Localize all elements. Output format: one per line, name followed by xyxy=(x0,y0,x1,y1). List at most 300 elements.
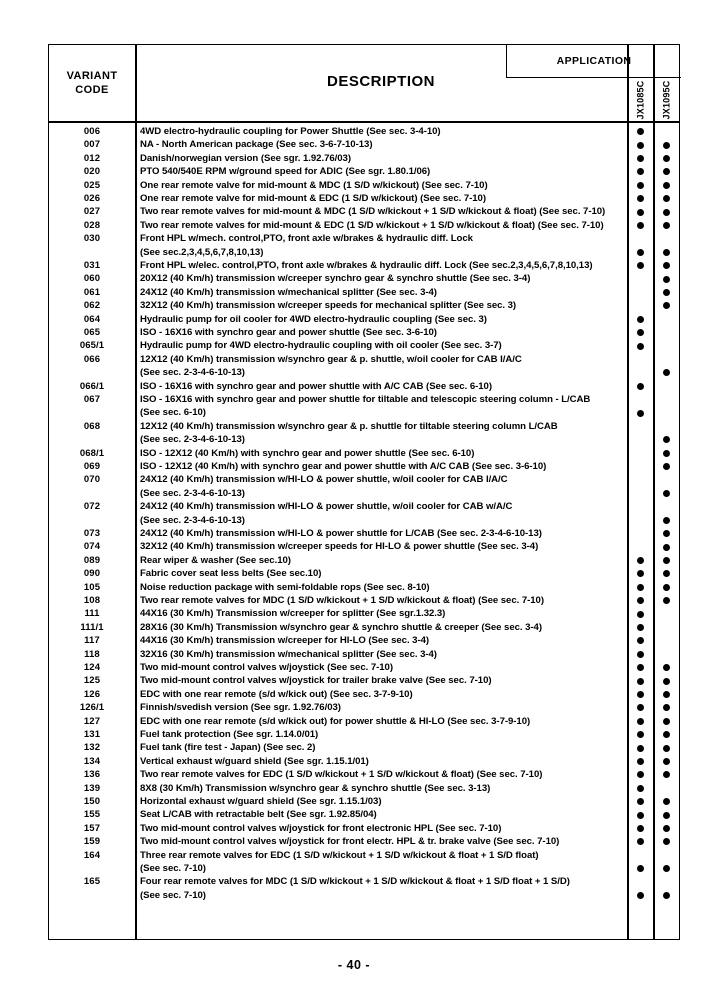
variant-code-cell: 065/1 xyxy=(79,340,105,352)
description-cell: (See sec. 2-3-4-6-10-13) xyxy=(140,434,245,446)
availability-dot xyxy=(663,450,670,457)
availability-dot xyxy=(663,570,670,577)
table-row xyxy=(49,661,681,674)
description-cell: (See sec. 6-10) xyxy=(140,407,206,419)
variant-code-cell: 125 xyxy=(83,675,101,687)
application-cell-jx1095c xyxy=(653,621,679,634)
description-cell: 32X16 (30 Km/h) transmission w/mechanical splitter (See sec. 3-4) xyxy=(140,648,437,660)
application-cell-jx1085c xyxy=(627,621,653,634)
availability-dot xyxy=(637,745,644,752)
table-row xyxy=(49,420,681,433)
application-cell-jx1095c xyxy=(653,581,679,594)
description-cell: Two mid-mount control valves w/joystick (See sec. 7-10) xyxy=(140,662,393,673)
application-cell-jx1085c xyxy=(627,862,653,875)
variant-code-cell: 117 xyxy=(84,635,100,647)
application-cell-jx1095c xyxy=(653,500,679,513)
variant-code-cell: 060 xyxy=(83,273,101,285)
table-row xyxy=(49,554,681,567)
availability-dot xyxy=(663,289,670,296)
availability-dot xyxy=(637,785,644,792)
variant-code-cell: 118 xyxy=(84,648,100,660)
application-cell-jx1085c xyxy=(627,755,653,768)
application-cell-jx1095c xyxy=(653,165,679,178)
application-cell-jx1085c xyxy=(627,554,653,567)
application-cell-jx1085c xyxy=(627,299,653,312)
application-cell-jx1095c xyxy=(653,594,679,607)
application-cell-jx1085c xyxy=(627,875,653,888)
availability-dot xyxy=(663,262,670,269)
variant-code-cell: 126/1 xyxy=(79,702,105,714)
table-row xyxy=(49,205,681,218)
variant-code-cell: 065 xyxy=(83,327,101,338)
variant-code-cell: 090 xyxy=(83,568,101,580)
variant-code-cell: 027 xyxy=(83,206,101,218)
availability-dot xyxy=(663,838,670,845)
availability-dot xyxy=(663,812,670,819)
application-cell-jx1095c xyxy=(653,661,679,674)
application-cell-jx1085c xyxy=(627,473,653,486)
application-cell-jx1095c xyxy=(653,554,679,567)
table-row xyxy=(49,728,681,741)
application-cell-jx1095c xyxy=(653,527,679,540)
application-cell-jx1085c xyxy=(627,527,653,540)
description-cell: Three rear remote valves for EDC (1 S/D w/kickout + 1 S/D w/kickout & float + 1 S/D float) xyxy=(140,849,539,861)
variant-code-cell: 089 xyxy=(83,554,101,566)
variant-code-cell: 126 xyxy=(83,688,101,700)
application-cell-jx1085c xyxy=(627,688,653,701)
application-cell-jx1085c xyxy=(627,768,653,781)
description-cell: Four rear remote valves for MDC (1 S/D w/kickout + 1 S/D w/kickout & float + 1 S/D float + 1 S/D) xyxy=(140,876,570,888)
variant-code-cell: 025 xyxy=(83,179,101,191)
description-cell: 32X12 (40 Km/h) transmission w/creeper speeds for HI-LO & power shuttle (See sec. 3-4) xyxy=(140,541,539,553)
description-cell: 12X12 (40 Km/h) transmission w/synchro gear & p. shuttle for tiltable steering column L/CAB xyxy=(140,420,558,432)
availability-dot xyxy=(637,678,644,685)
availability-dot xyxy=(663,704,670,711)
description-cell: ISO - 16X16 with synchro gear and power shuttle with A/C CAB (See sec. 6-10) xyxy=(140,380,492,392)
description-cell: Danish/norwegian version (See sgr. 1.92.76/03) xyxy=(140,152,351,164)
application-cell-jx1095c xyxy=(653,514,679,527)
availability-dot xyxy=(637,838,644,845)
description-cell: Hydraulic pump for 4WD electro-hydraulic coupling with oil cooler (See sec. 3-7) xyxy=(140,340,502,352)
application-cell-jx1085c xyxy=(627,313,653,326)
page-number: - 40 - xyxy=(337,958,371,972)
application-cell-jx1085c xyxy=(627,715,653,728)
description-cell: Noise reduction package with semi-foldable rops (See sec. 8-10) xyxy=(140,581,430,593)
application-cell-jx1095c xyxy=(653,648,679,661)
availability-dot xyxy=(637,771,644,778)
application-cell-jx1095c xyxy=(653,380,679,393)
table-row xyxy=(49,621,681,634)
availability-dot xyxy=(663,222,670,229)
description-cell: Horizontal exhaust w/guard shield (See sgr. 1.15.1/03) xyxy=(140,796,382,807)
table-row xyxy=(49,447,681,460)
availability-dot xyxy=(637,758,644,765)
availability-dot xyxy=(663,758,670,765)
application-cell-jx1095c xyxy=(653,232,679,245)
variant-code-cell: 131 xyxy=(83,729,101,740)
table-row xyxy=(49,701,681,714)
description-cell: One rear remote valve for mid-mount & MDC (1 S/D w/kickout) (See sec. 7-10) xyxy=(140,179,488,191)
table-row xyxy=(49,500,681,513)
table-row xyxy=(49,138,681,151)
variant-code-cell: 150 xyxy=(83,796,101,807)
availability-dot xyxy=(637,651,644,658)
application-cell-jx1095c xyxy=(653,634,679,647)
application-cell-jx1095c xyxy=(653,259,679,272)
availability-dot xyxy=(663,490,670,497)
application-cell-jx1085c xyxy=(627,661,653,674)
application-cell-jx1095c xyxy=(653,862,679,875)
availability-dot xyxy=(637,637,644,644)
description-cell: Finnish/svedish version (See sgr. 1.92.76/03) xyxy=(140,702,341,714)
table-row xyxy=(49,152,681,165)
application-cell-jx1085c xyxy=(627,782,653,795)
availability-dot xyxy=(637,343,644,350)
table-row xyxy=(49,259,681,272)
availability-dot xyxy=(637,142,644,149)
variant-code-cell: 070 xyxy=(83,474,101,486)
application-cell-jx1095c xyxy=(653,849,679,862)
availability-dot xyxy=(637,249,644,256)
application-cell-jx1095c xyxy=(653,460,679,473)
availability-dot xyxy=(663,195,670,202)
availability-dot xyxy=(637,557,644,564)
application-cell-jx1085c xyxy=(627,205,653,218)
availability-dot xyxy=(637,597,644,604)
application-cell-jx1085c xyxy=(627,795,653,808)
application-cell-jx1095c xyxy=(653,353,679,366)
application-cell-jx1085c xyxy=(627,447,653,460)
description-cell: (See sec. 2-3-4-6-10-13) xyxy=(140,487,245,499)
application-cell-jx1095c xyxy=(653,447,679,460)
variant-code-cell: 136 xyxy=(83,769,101,781)
header-model-jx1085c xyxy=(627,78,653,121)
application-cell-jx1085c xyxy=(627,889,653,902)
table-row xyxy=(49,741,681,754)
variant-code-cell: 111 xyxy=(84,608,100,620)
variant-code-cell: 073 xyxy=(83,528,101,539)
application-cell-jx1095c xyxy=(653,313,679,326)
variant-code-cell: 068/1 xyxy=(79,447,105,459)
table-row xyxy=(49,634,681,647)
availability-dot xyxy=(637,825,644,832)
availability-dot xyxy=(663,718,670,725)
table-row xyxy=(49,232,681,245)
variant-code-cell: 072 xyxy=(83,501,101,513)
variant-code-cell: 012 xyxy=(83,152,101,164)
availability-dot xyxy=(637,155,644,162)
availability-dot xyxy=(637,570,644,577)
application-cell-jx1085c xyxy=(627,835,653,848)
description-cell: 32X12 (40 Km/h) transmission w/creeper speeds for mechanical splitter (See sec. 3) xyxy=(140,300,517,312)
application-cell-jx1085c xyxy=(627,232,653,245)
description-cell: ISO - 16X16 with synchro gear and power shuttle for tiltable and telescopic steering column - L/CAB xyxy=(140,394,591,405)
availability-dot xyxy=(663,276,670,283)
table-row xyxy=(49,366,681,379)
application-cell-jx1085c xyxy=(627,607,653,620)
header-variant-code-line1: VARIANT xyxy=(66,70,118,82)
variant-code-cell: 067 xyxy=(83,394,101,405)
availability-dot xyxy=(637,865,644,872)
application-cell-jx1085c xyxy=(627,353,653,366)
application-cell-jx1095c xyxy=(653,755,679,768)
application-cell-jx1085c xyxy=(627,594,653,607)
availability-dot xyxy=(637,329,644,336)
application-cell-jx1095c xyxy=(653,540,679,553)
availability-dot xyxy=(663,302,670,309)
application-cell-jx1095c xyxy=(653,835,679,848)
application-cell-jx1095c xyxy=(653,701,679,714)
variant-code-cell: 124 xyxy=(83,662,101,673)
application-cell-jx1085c xyxy=(627,272,653,285)
table-row xyxy=(49,473,681,486)
application-cell-jx1085c xyxy=(627,192,653,205)
application-cell-jx1085c xyxy=(627,219,653,232)
application-cell-jx1095c xyxy=(653,326,679,339)
table-row xyxy=(49,782,681,795)
variant-code-cell: 108 xyxy=(83,595,101,606)
table-header xyxy=(49,45,681,121)
table-row xyxy=(49,715,681,728)
variant-code-cell: 165 xyxy=(83,876,101,888)
description-cell: EDC with one rear remote (s/d w/kick out) (See sec. 3-7-9-10) xyxy=(140,688,413,700)
application-cell-jx1095c xyxy=(653,889,679,902)
application-cell-jx1095c xyxy=(653,741,679,754)
variant-code-cell: 026 xyxy=(83,193,101,204)
availability-dot xyxy=(637,168,644,175)
description-cell: Two rear remote valves for MDC (1 S/D w/kickout + 1 S/D w/kickout & float) (See sec. 7-10) xyxy=(140,595,544,606)
header-application: APPLICATION xyxy=(506,45,681,78)
variant-code-cell: 062 xyxy=(83,300,101,312)
table-row xyxy=(49,648,681,661)
description-cell: Two mid-mount control valves w/joystick for front electronic HPL (See sec. 7-10) xyxy=(140,822,502,834)
table-row xyxy=(49,313,681,326)
description-cell: 8X8 (30 Km/h) Transmission w/synchro gear & synchro shuttle (See sec. 3-13) xyxy=(140,782,491,794)
description-cell: Two rear remote valves for mid-mount & EDC (1 S/D w/kickout + 1 S/D w/kickout & float) (See sec. 7-10) xyxy=(140,219,604,231)
application-cell-jx1095c xyxy=(653,192,679,205)
application-cell-jx1085c xyxy=(627,138,653,151)
application-cell-jx1085c xyxy=(627,728,653,741)
application-cell-jx1085c xyxy=(627,581,653,594)
description-cell: NA - North American package (See sec. 3-6-7-10-13) xyxy=(140,139,373,151)
header-model-jx1085c-label: JX1085C xyxy=(635,80,645,119)
variant-code-cell: 061 xyxy=(83,286,101,298)
availability-dot xyxy=(663,530,670,537)
application-cell-jx1095c xyxy=(653,875,679,888)
application-cell-jx1085c xyxy=(627,460,653,473)
application-cell-jx1095c xyxy=(653,808,679,821)
table-row xyxy=(49,527,681,540)
variant-code-cell: 134 xyxy=(83,755,101,767)
description-cell: ISO - 16X16 with synchro gear and power shuttle (See sec. 3-6-10) xyxy=(140,327,437,338)
variant-code-cell: 105 xyxy=(83,581,101,593)
variant-code-cell: 028 xyxy=(83,219,101,231)
variant-code-cell: 139 xyxy=(83,782,101,794)
variant-code-cell: 159 xyxy=(83,836,101,848)
availability-dot xyxy=(663,544,670,551)
availability-dot xyxy=(663,865,670,872)
availability-dot xyxy=(663,249,670,256)
table-row xyxy=(49,406,681,419)
availability-dot xyxy=(637,664,644,671)
availability-dot xyxy=(663,155,670,162)
availability-dot xyxy=(637,262,644,269)
availability-dot xyxy=(637,383,644,390)
availability-dot xyxy=(663,557,670,564)
description-cell: 24X12 (40 Km/h) transmission w/mechanical splitter (See sec. 3-4) xyxy=(140,286,437,298)
application-cell-jx1085c xyxy=(627,165,653,178)
table-row xyxy=(49,326,681,339)
table-row xyxy=(49,353,681,366)
table-row xyxy=(49,688,681,701)
availability-dot xyxy=(663,892,670,899)
description-cell: PTO 540/540E RPM w/ground speed for ADIC (See sgr. 1.80.1/06) xyxy=(140,166,431,178)
table-row xyxy=(49,822,681,835)
description-cell: Fabric cover seat less belts (See sec.10) xyxy=(140,568,322,580)
application-cell-jx1095c xyxy=(653,420,679,433)
description-cell: 12X12 (40 Km/h) transmission w/synchro gear & p. shuttle, w/oil cooler for CAB I/A/C xyxy=(140,353,522,365)
application-cell-jx1095c xyxy=(653,246,679,259)
application-cell-jx1085c xyxy=(627,406,653,419)
table-row xyxy=(49,674,681,687)
table-row xyxy=(49,219,681,232)
application-cell-jx1085c xyxy=(627,380,653,393)
availability-dot xyxy=(637,584,644,591)
application-cell-jx1095c xyxy=(653,125,679,138)
application-cell-jx1095c xyxy=(653,138,679,151)
variant-code-cell: 069 xyxy=(83,461,101,472)
availability-dot xyxy=(637,798,644,805)
application-cell-jx1085c xyxy=(627,634,653,647)
application-cell-jx1085c xyxy=(627,366,653,379)
availability-dot xyxy=(663,798,670,805)
description-cell: Hydraulic pump for oil cooler for 4WD electro-hydraulic coupling (See sec. 3) xyxy=(140,313,487,325)
application-cell-jx1085c xyxy=(627,420,653,433)
application-cell-jx1095c xyxy=(653,822,679,835)
description-cell: 24X12 (40 Km/h) transmission w/HI-LO & power shuttle for L/CAB (See sec. 2-3-4-6-10-13) xyxy=(140,528,542,539)
variant-code-cell: 157 xyxy=(83,822,101,834)
table-row xyxy=(49,607,681,620)
description-cell: Rear wiper & washer (See sec.10) xyxy=(140,554,291,566)
table-row xyxy=(49,246,681,259)
description-cell: Two mid-mount control valves w/joystick for trailer brake valve (See sec. 7-10) xyxy=(140,675,492,687)
application-cell-jx1095c xyxy=(653,768,679,781)
variant-code-cell: 006 xyxy=(83,126,101,137)
application-cell-jx1095c xyxy=(653,795,679,808)
description-cell: (See sec. 7-10) xyxy=(140,863,206,874)
availability-dot xyxy=(637,209,644,216)
application-cell-jx1095c xyxy=(653,674,679,687)
table-row xyxy=(49,540,681,553)
description-cell: Two rear remote valves for EDC (1 S/D w/kickout + 1 S/D w/kickout & float) (See sec. 7-10) xyxy=(140,769,543,781)
table-row xyxy=(49,594,681,607)
availability-dot xyxy=(663,691,670,698)
table-row xyxy=(49,460,681,473)
application-cell-jx1085c xyxy=(627,246,653,259)
availability-dot xyxy=(637,410,644,417)
application-cell-jx1085c xyxy=(627,822,653,835)
availability-dot xyxy=(663,678,670,685)
application-cell-jx1095c xyxy=(653,272,679,285)
application-cell-jx1095c xyxy=(653,728,679,741)
availability-dot xyxy=(637,731,644,738)
table-row xyxy=(49,862,681,875)
variant-code-cell: 155 xyxy=(83,809,101,821)
availability-dot xyxy=(663,142,670,149)
table-row xyxy=(49,299,681,312)
availability-dot xyxy=(637,812,644,819)
table-row xyxy=(49,272,681,285)
application-cell-jx1085c xyxy=(627,567,653,580)
application-cell-jx1085c xyxy=(627,487,653,500)
table-row xyxy=(49,795,681,808)
availability-dot xyxy=(637,182,644,189)
availability-dot xyxy=(663,463,670,470)
header-variant-code xyxy=(49,45,135,121)
description-cell: (See sec. 2-3-4-6-10-13) xyxy=(140,367,245,379)
application-cell-jx1095c xyxy=(653,715,679,728)
application-cell-jx1085c xyxy=(627,701,653,714)
availability-dot xyxy=(663,182,670,189)
availability-dot xyxy=(637,316,644,323)
description-cell: Two rear remote valves for mid-mount & MDC (1 S/D w/kickout + 1 S/D w/kickout & float) (See sec. 7-10) xyxy=(140,206,606,218)
variant-code-table xyxy=(48,44,680,940)
table-row xyxy=(49,433,681,446)
application-cell-jx1085c xyxy=(627,339,653,352)
availability-dot xyxy=(637,128,644,135)
availability-dot xyxy=(663,771,670,778)
application-cell-jx1095c xyxy=(653,339,679,352)
application-cell-jx1095c xyxy=(653,219,679,232)
table-row xyxy=(49,768,681,781)
availability-dot xyxy=(663,664,670,671)
availability-dot xyxy=(637,195,644,202)
table-row xyxy=(49,808,681,821)
availability-dot xyxy=(637,691,644,698)
application-cell-jx1085c xyxy=(627,286,653,299)
application-cell-jx1095c xyxy=(653,688,679,701)
description-cell: (See sec.2,3,4,5,6,7,8,10,13) xyxy=(140,246,264,258)
availability-dot xyxy=(663,597,670,604)
table-row xyxy=(49,755,681,768)
availability-dot xyxy=(663,209,670,216)
table-row xyxy=(49,192,681,205)
application-cell-jx1095c xyxy=(653,567,679,580)
table-row xyxy=(49,179,681,192)
table-row xyxy=(49,875,681,888)
description-cell: 24X12 (40 Km/h) transmission w/HI-LO & power shuttle, w/oil cooler for CAB w/A/C xyxy=(140,501,513,513)
variant-code-cell: 074 xyxy=(83,541,101,553)
availability-dot xyxy=(663,745,670,752)
variant-code-cell: 068 xyxy=(83,420,101,432)
application-cell-jx1085c xyxy=(627,152,653,165)
table-row xyxy=(49,567,681,580)
availability-dot xyxy=(663,436,670,443)
availability-dot xyxy=(637,718,644,725)
application-cell-jx1095c xyxy=(653,286,679,299)
description-cell: 24X12 (40 Km/h) transmission w/HI-LO & power shuttle, w/oil cooler for CAB I/A/C xyxy=(140,474,508,486)
application-cell-jx1095c xyxy=(653,487,679,500)
variant-code-cell: 111/1 xyxy=(80,621,104,633)
table-row xyxy=(49,286,681,299)
description-cell: Two mid-mount control valves w/joystick for front electr. HPL & tr. brake valve (See sec. 7-10) xyxy=(140,836,560,848)
application-cell-jx1085c xyxy=(627,433,653,446)
header-description: DESCRIPTION xyxy=(326,72,435,90)
description-cell: 20X12 (40 Km/h) transmission w/creeper synchro gear & synchro shuttle (See sec. 3-4) xyxy=(140,273,531,285)
application-cell-jx1085c xyxy=(627,741,653,754)
availability-dot xyxy=(663,369,670,376)
description-cell: 28X16 (30 Km/h) Transmission w/synchro gear & synchro shuttle & creeper (See sec. 3-4) xyxy=(140,621,542,633)
